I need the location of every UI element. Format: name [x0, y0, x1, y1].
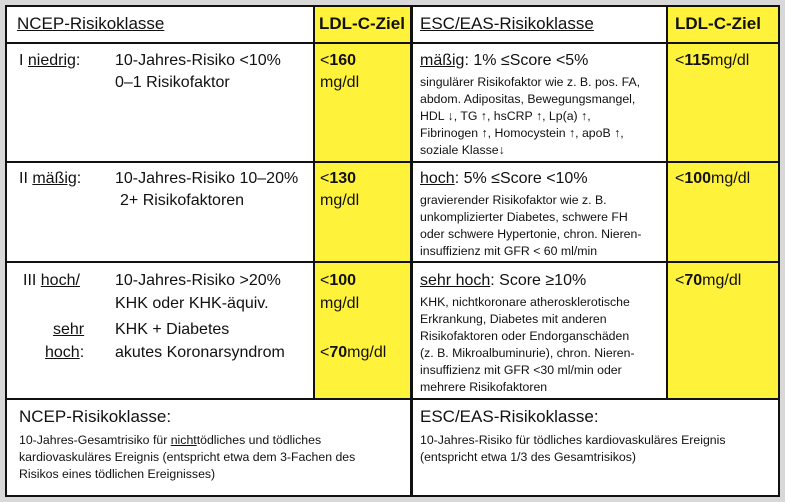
header-ncep-title: NCEP-Risikoklasse	[17, 14, 165, 33]
row2-ldl-left: <130	[320, 170, 357, 187]
divider-after-header	[5, 42, 780, 44]
border-top	[5, 5, 780, 7]
divider-ldl-left	[313, 5, 315, 399]
row3-esc-line-2: Erkrankung, Diabetes mit anderen	[420, 312, 607, 326]
footer-esc-title: ESC/EAS-Risikoklasse:	[420, 407, 599, 426]
row3-ncep-sub-class-2: hoch:	[45, 344, 85, 361]
border-right	[778, 5, 780, 497]
row1-ldl-left: <160	[320, 52, 357, 69]
border-bottom	[5, 495, 780, 497]
border-left	[5, 5, 7, 497]
row3-ncep-class: III hoch/	[23, 272, 80, 289]
row3-esc-line-5: insuffizienz mit GFR <30 ml/min oder	[420, 363, 622, 377]
header-ldl-goal-left: LDL-C-Ziel	[319, 14, 405, 33]
row2-ncep-line-2: 2+ Risikofaktoren	[120, 192, 245, 209]
row2-esc-line-4: insuffizienz mit GFR < 60 ml/min	[420, 244, 598, 258]
row3-ncep-sub-class-1: sehr	[53, 321, 85, 338]
row3-ldl-left-unit: mg/dl	[320, 295, 360, 312]
row2-ldl-left-unit: mg/dl	[320, 192, 360, 209]
row2-esc-class: hoch: 5% ≤Score <10%	[420, 170, 588, 187]
row3-esc-line-6: mehrere Risikofaktoren	[420, 380, 548, 394]
row3-esc-line-3: Risikofaktoren oder Endorganschäden	[420, 329, 630, 343]
row1-ncep-class: I niedrig:	[19, 52, 81, 69]
row2-esc-line-3: oder schwere Hypertonie, chron. Nieren-	[420, 227, 642, 241]
row2-ncep-class: II mäßig:	[19, 170, 82, 187]
row3-esc-class: sehr hoch: Score ≥10%	[420, 272, 587, 289]
row1-esc-line-3: HDL ↓, TG ↑, hsCRP ↑, Lp(a) ↑,	[420, 109, 591, 123]
row1-ncep-line-2: 0–1 Risikofaktor	[115, 74, 230, 91]
row1-esc-line-5: soziale Klasse↓	[420, 143, 505, 157]
row2-esc-line-1: gravierender Risikofaktor wie z. B.	[420, 193, 607, 207]
footer-esc-line-1: 10-Jahres-Risiko für tödliches kardiovaskuläres Ereignis	[420, 433, 726, 447]
row2-ldl-right: <100mg/dl	[675, 170, 751, 187]
row3-ncep-sub-line-1: KHK + Diabetes	[115, 321, 230, 338]
row3-ncep-line-2: KHK oder KHK-äquiv.	[115, 295, 269, 312]
header-esc-title: ESC/EAS-Risikoklasse	[420, 14, 594, 33]
footer-ncep-title: NCEP-Risikoklasse:	[19, 407, 172, 426]
header-ldl-goal-right: LDL-C-Ziel	[675, 14, 761, 33]
footer-esc-line-2: (entspricht etwa 1/3 des Gesamtrisikos)	[420, 450, 636, 464]
row3-ldl-left: <100	[320, 272, 357, 289]
divider-ldl-right	[666, 5, 668, 399]
row3-ncep-sub-line-2: akutes Koronarsyndrom	[115, 344, 285, 361]
row1-ldl-right: <115mg/dl	[675, 52, 750, 69]
row1-ncep-line-1: 10-Jahres-Risiko <10%	[115, 52, 281, 69]
footer-ncep-line-3: Risikos eines tödlichen Ereignisses)	[19, 467, 216, 481]
row1-esc-line-1: singulärer Risikofaktor wie z. B. pos. FA,	[420, 75, 641, 89]
divider-after-row2	[5, 261, 780, 263]
row1-esc-line-2: abdom. Adipositas, Bewegungsmangel,	[420, 92, 636, 106]
risk-class-table	[5, 5, 780, 497]
row1-ldl-left-unit: mg/dl	[320, 74, 360, 91]
row3-ldl-left-2: <70mg/dl	[320, 344, 387, 361]
row3-ncep-line-1: 10-Jahres-Risiko >20%	[115, 272, 281, 289]
row1-esc-line-4: Fibrinogen ↑, Homocystein ↑, apoB ↑,	[420, 126, 624, 140]
row3-ldl-right: <70mg/dl	[675, 272, 742, 289]
footer-ncep-line-1: 10-Jahres-Gesamtrisiko für nichttödliches und tödliches	[19, 433, 322, 447]
divider-center	[410, 5, 413, 497]
row3-esc-line-1: KHK, nichtkoronare atherosklerotische	[420, 295, 630, 309]
row3-esc-line-4: (z. B. Mikroalbuminurie), chron. Nieren-	[420, 346, 635, 360]
row1-esc-class: mäßig: 1% ≤Score <5%	[420, 52, 589, 69]
footer-ncep-line-2: kardiovaskuläres Ereignis (entspricht etwa dem 3-Fachen des	[19, 450, 356, 464]
row2-esc-line-2: unkomplizierter Diabetes, schwere FH	[420, 210, 628, 224]
divider-before-footer	[5, 398, 780, 400]
row2-ncep-line-1: 10-Jahres-Risiko 10–20%	[115, 170, 299, 187]
divider-after-row1	[5, 161, 780, 163]
